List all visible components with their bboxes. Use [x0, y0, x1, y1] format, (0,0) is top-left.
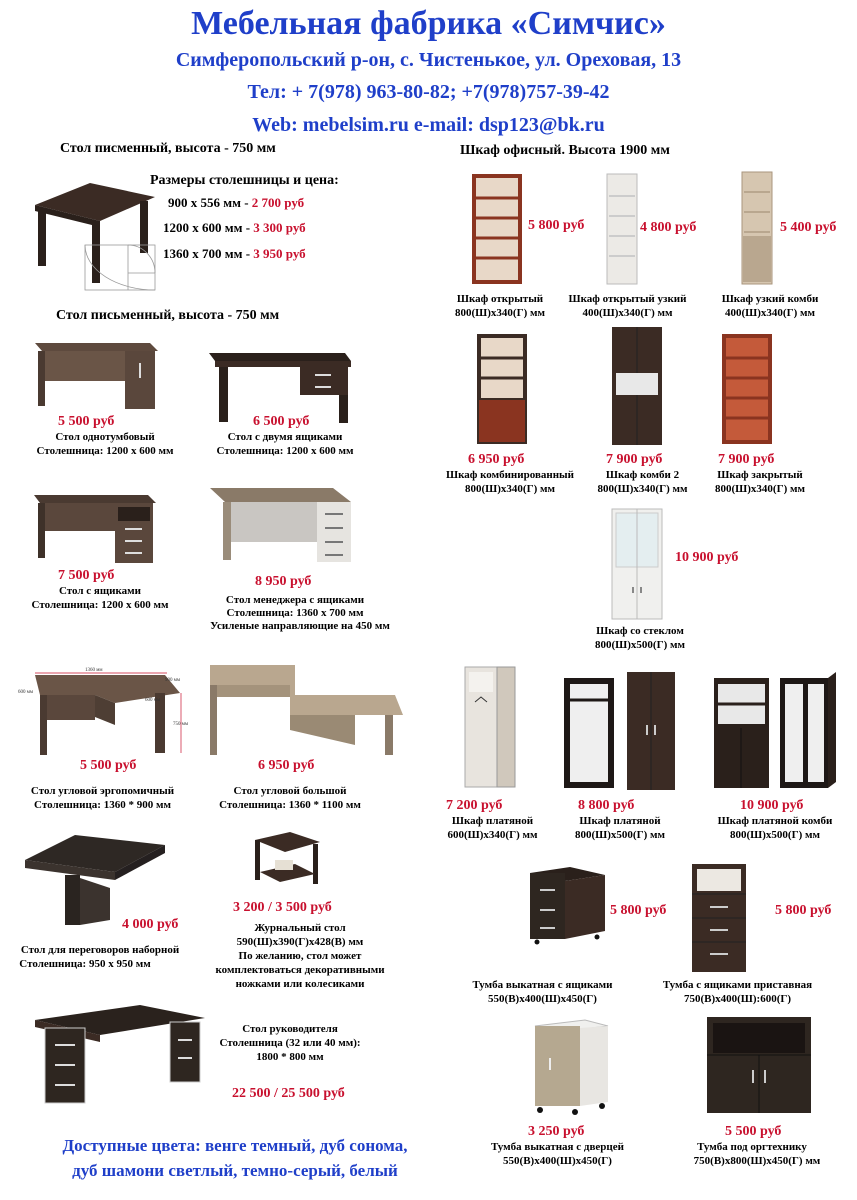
desk-4-desc2: Усиленые направляющие на 450 мм	[210, 620, 390, 632]
company-title: Мебельная фабрика «Симчис»	[191, 5, 666, 42]
pedestal-attached-image	[690, 862, 750, 977]
coffee-table-desc: 590(Ш)х390(Г)х428(В) мм	[236, 936, 364, 948]
wardrobe-2-image	[562, 670, 682, 795]
pedestal-1-desc: 550(В)х400(Ш)х450(Г)	[488, 993, 597, 1005]
desk-1-name: Стол однотумбовый	[55, 431, 155, 443]
size-row-3: 1360 х 700 мм - 3 950 руб	[163, 246, 306, 261]
executive-desk-name: Стол руководителя	[242, 1023, 338, 1035]
cabinet-glass-image	[610, 507, 665, 622]
cabinet-open-image	[470, 172, 525, 287]
sizes-title: Размеры столешницы и цена:	[150, 173, 339, 188]
cabinet-combi-2-image	[610, 325, 665, 447]
section-title-desks: Стол письменный, высота - 750 мм	[56, 308, 280, 323]
coffee-table-desc2: По желанию, стол может	[238, 950, 362, 962]
cabinet-6-price: 7 900 руб	[718, 452, 775, 467]
desk-1-price: 5 500 руб	[58, 414, 115, 429]
cabinet-3-name: Шкаф узкий комби	[721, 293, 819, 305]
desk-3-desc: Столешница: 1200 х 600 мм	[31, 599, 169, 611]
corner-desk-2-desc: Столешница: 1360 * 1100 мм	[219, 799, 361, 811]
pedestal-2-price: 5 800 руб	[775, 903, 832, 918]
wardrobe-1-desc: 600(Ш)х340(Г) мм	[447, 829, 538, 841]
available-colors-line1: Доступные цвета: венге темный, дуб сонома,	[62, 1136, 408, 1155]
pedestal-1-price: 5 800 руб	[610, 903, 667, 918]
desk-2-price: 6 500 руб	[253, 414, 310, 429]
cabinet-5-name: Шкаф комби 2	[605, 469, 680, 481]
conference-table-name: Стол для переговоров наборной	[20, 944, 180, 956]
dim-label-height2: 750 мм	[173, 722, 189, 727]
cabinet-combined-image	[475, 332, 530, 447]
cabinet-6-desc: 800(Ш)х340(Г) мм	[715, 483, 805, 495]
wardrobe-combi-image	[712, 670, 837, 795]
cabinet-3-desc: 400(Ш)х340(Г) мм	[725, 307, 815, 319]
cabinet-1-price: 5 800 руб	[528, 218, 585, 233]
cabinet-5-desc: 800(Ш)х340(Г) мм	[597, 483, 688, 495]
cabinet-5-price: 7 900 руб	[606, 452, 663, 467]
executive-desk-price: 22 500 / 25 500 руб	[232, 1086, 345, 1101]
desk-4-desc: Столешница: 1360 х 700 мм	[226, 607, 364, 619]
pedestal-mobile-door-image	[530, 1018, 610, 1118]
dim-label-depth: 900 мм	[165, 678, 181, 683]
desk-single-pedestal-image	[30, 333, 160, 413]
pedestal-3-desc: 550(В)х400(Ш)х450(Г)	[503, 1155, 612, 1167]
conference-table-desc: Столешница: 950 х 950 мм	[19, 958, 151, 970]
pedestal-3-price: 3 250 руб	[528, 1124, 585, 1139]
cabinet-4-price: 6 950 руб	[468, 452, 525, 467]
pedestal-2-desc: 750(В)х400(Ш):600(Г)	[683, 993, 792, 1005]
wardrobe-3-price: 10 900 руб	[740, 798, 804, 813]
corner-desk-ergonomic-image	[15, 665, 190, 760]
coffee-table-image	[245, 830, 325, 895]
corner-desk-2-price: 6 950 руб	[258, 758, 315, 773]
corner-desk-1-name: Стол угловой эргопомичный	[30, 785, 175, 797]
cabinet-1-name: Шкаф открытый	[456, 293, 544, 305]
desk-2-desc: Столешница: 1200 х 600 мм	[216, 445, 354, 457]
wardrobe-1-price: 7 200 руб	[446, 798, 503, 813]
wardrobe-2-price: 8 800 руб	[578, 798, 635, 813]
coffee-table-name: Журнальный стол	[254, 922, 346, 934]
desk-4-price: 8 950 руб	[255, 574, 312, 589]
cabinet-open-narrow-image	[605, 172, 640, 287]
pedestal-4-name: Тумба под оргтехнику	[697, 1141, 807, 1153]
pedestal-3-name: Тумба выкатная с дверцей	[491, 1141, 624, 1153]
conference-table-image	[20, 830, 170, 930]
coffee-table-price: 3 200 / 3 500 руб	[233, 900, 332, 915]
corner-desk-1-price: 5 500 руб	[80, 758, 137, 773]
corner-desk-large-image	[205, 660, 405, 760]
pedestal-4-desc: 750(В)х800(Ш)х450(Г) мм	[693, 1155, 821, 1167]
pedestal-mobile-drawers-image	[525, 865, 610, 945]
available-colors-line2: дуб шамони светлый, темно-серый, белый	[72, 1161, 398, 1180]
cabinet-2-name: Шкаф открытый узкий	[568, 293, 687, 305]
section-title-cabinets: Шкаф офисный. Высота 1900 мм	[460, 143, 670, 158]
desk-4-name: Стол менеджера с ящиками	[225, 594, 365, 606]
company-phone: Тел: + 7(978) 963-80-82; +7(978)757-39-42	[247, 81, 610, 103]
cabinet-4-desc: 800(Ш)х340(Г) мм	[465, 483, 555, 495]
cabinet-7-price: 10 900 руб	[675, 550, 739, 565]
dim-label-height: 600 мм	[18, 690, 34, 695]
desk-manager-image	[205, 480, 355, 570]
pedestal-office-equipment-image	[705, 1015, 815, 1115]
desk-with-drawers-image	[30, 485, 160, 565]
wardrobe-3-name: Шкаф платяной комби	[717, 815, 833, 827]
cabinet-2-price: 4 800 руб	[640, 220, 697, 235]
conference-table-price: 4 000 руб	[122, 917, 179, 932]
cabinet-narrow-combi-image	[740, 170, 775, 287]
dim-label-depth2: 600 мм	[145, 698, 161, 703]
wardrobe-3-desc: 800(Ш)х500(Г) мм	[730, 829, 820, 841]
wardrobe-2-name: Шкаф платяной	[579, 815, 661, 827]
wardrobe-1-image	[460, 662, 520, 792]
coffee-table-desc3: комплектоваться декоративными	[215, 964, 385, 976]
cabinet-4-name: Шкаф комбинированный	[446, 469, 574, 481]
corner-desk-2-name: Стол угловой большой	[233, 785, 347, 797]
coffee-table-desc4: ножками или колесиками	[235, 978, 365, 990]
desk-3-price: 7 500 руб	[58, 568, 115, 583]
pedestal-2-name: Тумба с ящиками приставная	[662, 979, 813, 991]
cabinet-6-name: Шкаф закрытый	[717, 469, 803, 481]
wardrobe-2-desc: 800(Ш)х500(Г) мм	[575, 829, 665, 841]
desk-1-desc: Столешница: 1200 х 600 мм	[36, 445, 174, 457]
wardrobe-1-name: Шкаф платяной	[451, 815, 534, 827]
desk-2-name: Стол с двумя ящиками	[227, 431, 343, 443]
cabinet-1-desc: 800(Ш)х340(Г) мм	[455, 307, 545, 319]
executive-desk-desc2: 1800 * 800 мм	[256, 1051, 324, 1063]
company-address: Симферопольский р-он, с. Чистенькое, ул. Ореховая, 13	[175, 49, 682, 71]
cabinet-2-desc: 400(Ш)х340(Г) мм	[582, 307, 673, 319]
desk-image-simple	[30, 175, 160, 295]
pedestal-4-price: 5 500 руб	[725, 1124, 782, 1139]
cabinet-closed-image	[720, 332, 775, 447]
desk-two-drawers-image	[205, 345, 355, 425]
company-web: Web: mebelsim.ru e-mail: dsp123@bk.ru	[252, 114, 605, 136]
cabinet-3-price: 5 400 руб	[780, 220, 837, 235]
pedestal-1-name: Тумба выкатная с ящиками	[472, 979, 613, 991]
cabinet-7-name: Шкаф со стеклом	[596, 625, 684, 637]
section-title-written-desk: Стол писменный, высота - 750 мм	[60, 141, 276, 156]
cabinet-7-desc: 800(Ш)х500(Г) мм	[595, 639, 685, 651]
size-row-1: 900 х 556 мм - 2 700 руб	[168, 195, 305, 210]
desk-3-name: Стол с ящиками	[58, 585, 142, 597]
corner-desk-1-desc: Столешница: 1360 * 900 мм	[34, 799, 171, 811]
executive-desk-desc: Столешница (32 или 40 мм):	[219, 1037, 361, 1049]
dim-label-width: 1360 мм	[85, 668, 103, 673]
size-row-2: 1200 х 600 мм - 3 300 руб	[163, 220, 306, 235]
executive-desk-image	[30, 1000, 210, 1110]
